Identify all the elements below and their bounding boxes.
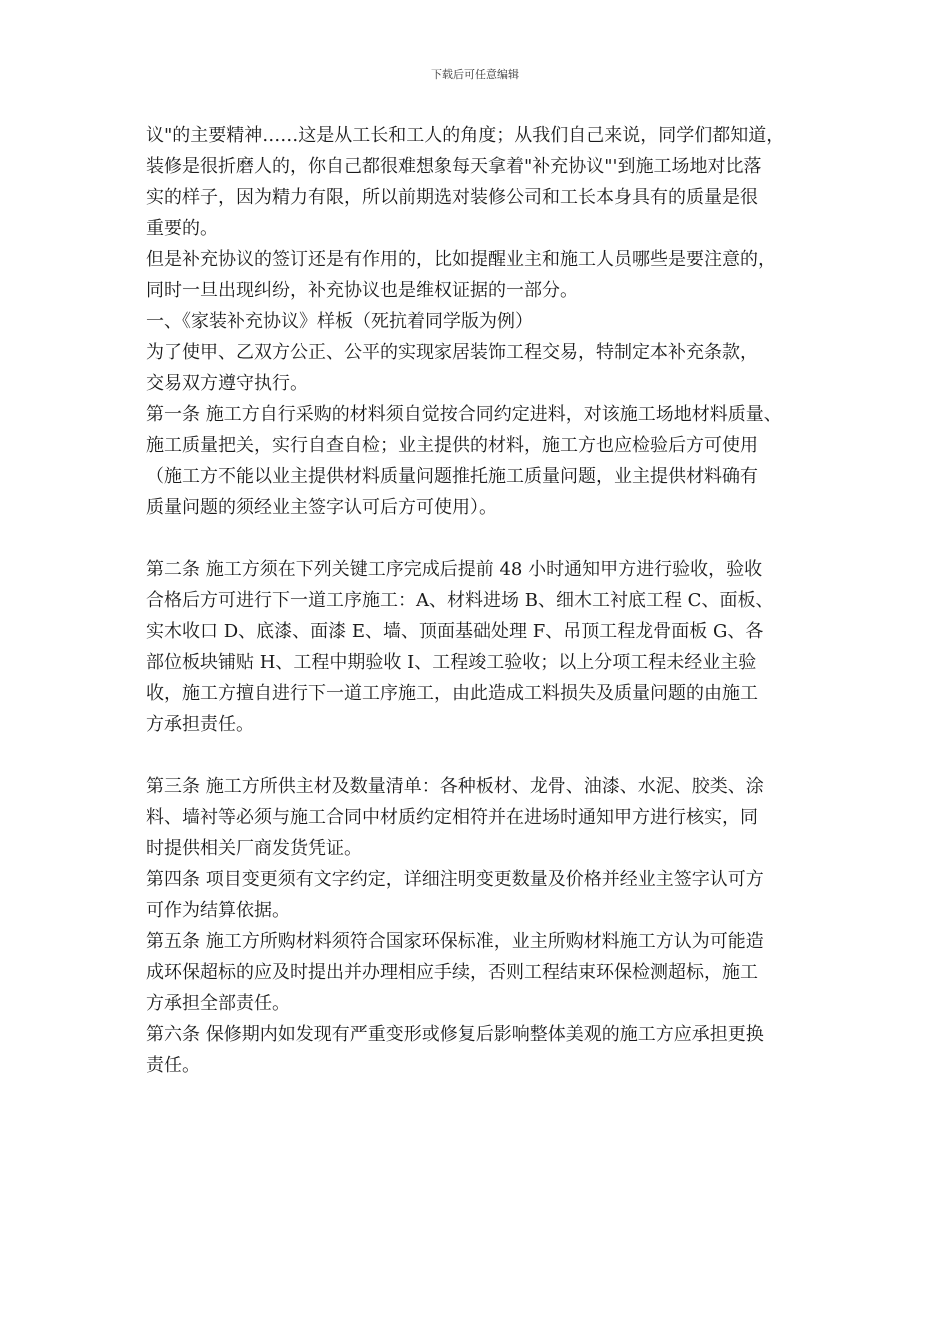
article-1-line: （施工方不能以业主提供材料质量问题推托施工质量问题，业主提供材料确有 <box>146 466 758 487</box>
article-2-line: 实木收口 D、底漆、面漆 E、墙、顶面基础处理 F、吊顶工程龙骨面板 G、各 <box>146 621 764 642</box>
text-line: 为了使甲、乙双方公正、公平的实现家居装饰工程交易，特制定本补充条款， <box>146 342 758 363</box>
article-1-line: 质量问题的须经业主签字认可后方可使用）。 <box>146 497 497 518</box>
article-5-line: 方承担全部责任。 <box>146 993 290 1014</box>
paragraph-gap <box>146 523 826 554</box>
article-5-line: 成环保超标的应及时提出并办理相应手续，否则工程结束环保检测超标，施工 <box>146 962 758 983</box>
article-3-line: 时提供相关厂商发货凭证。 <box>146 838 362 859</box>
text-line: 同时一旦出现纠纷，补充协议也是维权证据的一部分。 <box>146 280 578 301</box>
document-body <box>146 120 826 1081</box>
article-2-line: 部位板块铺贴 H、工程中期验收 I、工程竣工验收；以上分项工程未经业主验 <box>146 652 757 673</box>
article-4-line: 可作为结算依据。 <box>146 900 290 921</box>
text-line: 实的样子，因为精力有限，所以前期选对装修公司和工长本身具有的质量是很 <box>146 187 758 208</box>
text-line: 交易双方遵守执行。 <box>146 373 308 394</box>
article-2-line: 第二条 施工方须在下列关键工序完成后提前 48 小时通知甲方进行验收，验收 <box>146 559 763 580</box>
text-line: 但是补充协议的签订还是有作用的，比如提醒业主和施工人员哪些是要注意的， <box>146 249 776 270</box>
paragraph-gap <box>146 740 826 771</box>
article-3-line: 第三条 施工方所供主材及数量清单：各种板材、龙骨、油漆、水泥、胶类、涂 <box>146 776 764 797</box>
text-line: 重要的。 <box>146 218 218 239</box>
text-line: 装修是很折磨人的，你自己都很难想象每天拿着"补充协议"'到施工场地对比落 <box>146 156 762 177</box>
article-4-line: 第四条 项目变更须有文字约定，详细注明变更数量及价格并经业主签字认可方 <box>146 869 764 890</box>
page-header: 下载后可任意编辑 <box>431 68 519 81</box>
article-1-line: 第一条 施工方自行采购的材料须自觉按合同约定进料，对该施工场地材料质量、 <box>146 404 782 425</box>
article-3-line: 料、墙衬等必须与施工合同中材质约定相符并在进场时通知甲方进行核实，同 <box>146 807 758 828</box>
article-2-line: 合格后方可进行下一道工序施工：A、材料进场 B、细木工衬底工程 C、面板、 <box>146 590 774 611</box>
article-6-line: 责任。 <box>146 1055 200 1076</box>
text-line: 议"的主要精神……这是从工长和工人的角度；从我们自己来说，同学们都知道， <box>146 125 785 146</box>
section-heading: 一、《家装补充协议》样板（死抗着同学版为例） <box>146 311 533 332</box>
article-5-line: 第五条 施工方所购材料须符合国家环保标准，业主所购材料施工方认为可能造 <box>146 931 764 952</box>
article-6-line: 第六条 保修期内如发现有严重变形或修复后影响整体美观的施工方应承担更换 <box>146 1024 764 1045</box>
article-2-line: 收，施工方擅自进行下一道工序施工，由此造成工料损失及质量问题的由施工 <box>146 683 758 704</box>
article-1-line: 施工质量把关，实行自查自检；业主提供的材料，施工方也应检验后方可使用 <box>146 435 758 456</box>
article-2-line: 方承担责任。 <box>146 714 254 735</box>
